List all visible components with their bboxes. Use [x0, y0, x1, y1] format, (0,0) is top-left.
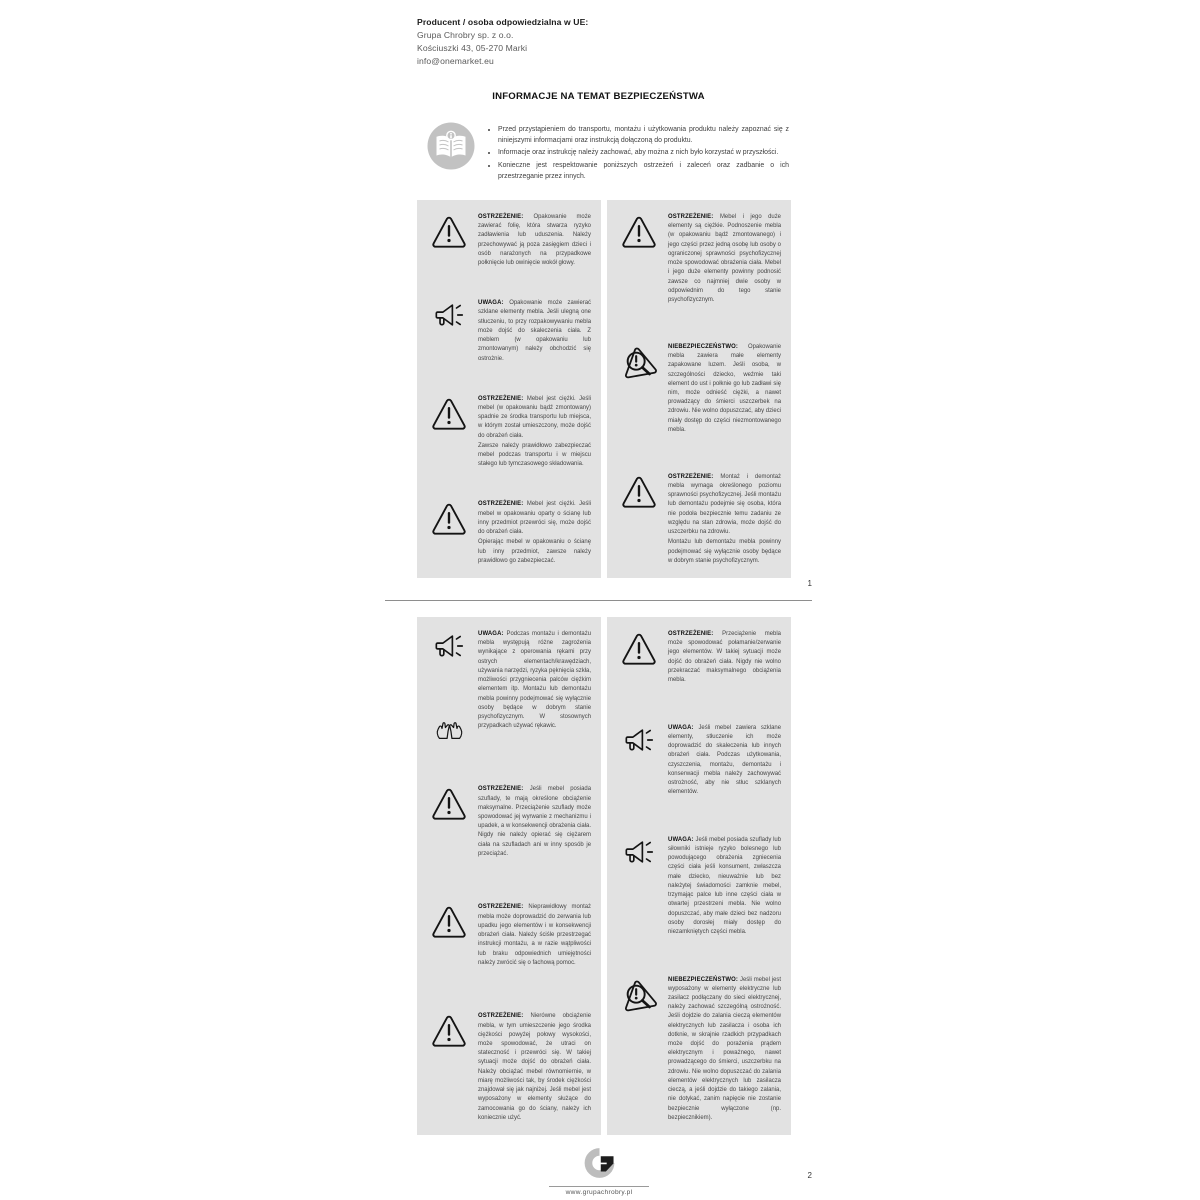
warning-box-page2-left: [417, 617, 601, 1135]
warning-severity-label: OSTRZEŻENIE:: [668, 631, 723, 637]
warning-triangle-icon: [431, 905, 467, 938]
warning-severity-label: OSTRZEŻENIE:: [478, 501, 527, 508]
warning-icon-column: [427, 630, 471, 741]
warning-text: [478, 500, 591, 566]
warning-icon-column: [617, 213, 661, 305]
warning-severity-label: UWAGA:: [478, 300, 510, 307]
warning-text: [478, 903, 591, 968]
megaphone-icon: [623, 726, 656, 754]
intro-bullet: • Przed przystąpieniem do transportu, montażu i użytkowania produktu należy zapoznać się z niniejszymi informacjami oraz instrukcją dołączoną do produktu.: [498, 124, 789, 146]
warning-icon-column: [427, 1012, 471, 1123]
warning-item: [427, 785, 591, 859]
warning-icon-column: [427, 785, 471, 859]
warning-severity-label: OSTRZEŻENIE:: [478, 786, 530, 793]
warning-text: [668, 343, 781, 435]
warning-text: [668, 976, 781, 1124]
warning-triangle-icon: [431, 1014, 467, 1047]
warning-icon-column: [427, 299, 471, 364]
warning-triangle-icon: [431, 215, 467, 248]
warning-triangle-icon: [431, 397, 467, 430]
warning-paragraph: OSTRZEŻENIE: Opakowanie może zawierać folię, która stwarza ryzyko zadławienia lub uduszenia. Należy przechowywać ją poza zasięgiem dzieci i osób narażonych na przypadkowe połknięcie lub owinięcie wokół głowy.: [478, 214, 591, 267]
warning-severity-label: UWAGA:: [668, 836, 696, 843]
warning-text: [478, 213, 591, 268]
warning-icon-column: [617, 473, 661, 566]
danger-magnifier-icon: [620, 978, 658, 1012]
warning-box-page1-left: [417, 200, 601, 578]
warning-icon-column: [617, 630, 661, 685]
warning-paragraph: OSTRZEŻENIE: Montaż i demontaż mebla wymaga określonego poziomu sprawności psychofizycznej. Jeśli montażu lub demontażu podejmie się osoba, która nie podoła bezpiecznie temu zadaniu ze względu na stan zdrowia, może dojść do uszczerbku na zdrowiu.: [668, 473, 781, 536]
warning-paragraph: OSTRZEŻENIE: Mebel jest ciężki. Jeśli mebel (w opakowaniu bądź zmontowany) spadnie ze środka transportu lub miejsca, w którym został umieszczony, może dojść do obrażeń ciała.: [478, 395, 591, 439]
warning-text: [668, 473, 781, 566]
warning-paragraph: UWAGA: Podczas montażu i demontażu mebla występują różne zagrożenia wynikające z operowania rękami przy ostrych elementach/krawędziach, używania narzędzi, ryzyka pęknięcia szkła, możliwości przygniecenia palców ciężkim elementem itp. Montażu lub demontażu mebla powinny podejmować się wyłącznie osoby będące w dobrym stanie psychofizycznym. W stosownych przypadkach używać rękawic.: [478, 631, 591, 730]
warning-text: [478, 630, 591, 741]
warning-paragraph: OSTRZEŻENIE: Nierówne obciążenie mebla, w tym umieszczenie jego środka ciężkości powyżej połowy wysokości, może spowodować, że utraci on stateczność i przewróci się. W takiej sytuacji może dojść do obrażeń ciała. Należy obciążać mebel równomiernie, w miarę możliwości tak, by środek ciężkości znajdował się jak najniżej. Jeśli mebel jest wyposażony w elementy służące do zamocowania go do ściany, należy ich koniecznie użyć.: [478, 1013, 591, 1121]
intro-bullet-list: [484, 124, 789, 183]
warning-paragraph: Opierając mebel w opakowaniu o ścianę lub inny przedmiot, zawsze należy prawidłowo go zabezpieczać.: [478, 539, 591, 564]
producer-info-block: [417, 16, 588, 68]
gloves-icon: [435, 718, 464, 741]
warning-paragraph: NIEBEZPIECZEŃSTWO: Opakowanie mebla zawiera małe elementy zapakowane luzem. Jeśli osoba, w szczególności dziecko, weźmie taki element do ust i połknie go lub zadławi się nim, może odnieść ciężki, a nawet prowadzący do śmierci uszczerbek na zdrowiu. Nie wolno dopuszczać, aby dzieci miały dostęp do części niezmontowanego mebla.: [668, 343, 781, 433]
megaphone-icon: [433, 632, 466, 660]
warning-item: [617, 343, 781, 435]
intro-bullet: • Konieczne jest respektowanie poniższych ostrzeżeń i zaleceń oraz zadbanie o ich przestrzeganie przez innych.: [498, 160, 789, 182]
open-book-info-icon: [427, 122, 475, 170]
megaphone-icon: [623, 838, 656, 866]
warning-text: [668, 836, 781, 937]
warning-item: [617, 976, 781, 1124]
page-number-2: 2: [807, 1171, 812, 1180]
warning-severity-label: NIEBEZPIECZEŃSTWO:: [668, 976, 740, 983]
producer-company: Grupa Chrobry sp. z o.o.: [417, 29, 514, 40]
warning-paragraph: UWAGA: Jeśli mebel posiada szuflady lub siłowniki istnieje ryzyko bolesnego lub powodującego obrażenia zgniecenia części ciała jeśli konsument, zwłaszcza małe dziecko, nieuważnie lub bez należytej świadomości zamknie mebel, trzymając palce lub inne części ciała w otwartej przestrzeni mebla. Nie wolno dopuszczać, aby małe dzieci bez nadzoru osoby dorosłej miały dostęp do niezamkniętych części mebla.: [668, 836, 782, 935]
warning-icon-column: [427, 903, 471, 968]
warning-severity-label: OSTRZEŻENIE:: [668, 473, 721, 480]
warning-icon-column: [617, 976, 661, 1124]
warning-paragraph: OSTRZEŻENIE: Przeciążenie mebla może spowodować połamanie/zerwanie jego elementów. W takiej sytuacji może dojść do obrażeń ciała. Nigdy nie wolno przekraczać maksymalnego obciążenia mebla.: [668, 631, 781, 684]
warning-triangle-icon: [621, 632, 657, 665]
warning-text: [478, 1012, 591, 1123]
warning-icon-column: [617, 836, 661, 937]
warning-paragraph: NIEBEZPIECZEŃSTWO: Jeśli mebel jest wyposażony w elementy elektryczne lub zasilacz podłączany do sieci elektrycznej, należy zachować szczególną ostrożność. Jeśli dojdzie do zalania cieczą elementów elektrycznych lub zasilacza i osoba ich dotknie, w skrajnie rzadkich przypadkach może dojść do porażenia prądem elektrycznym i poważnego, nawet prowadzącego do śmierci, uszczerbku na zdrowiu. Nie wolno dopuszczać do zalania elementów elektrycznych lub zasilacza cieczą, a jeśli dojdzie do takiego zalania, nie dotykać, zanim napięcie nie zostanie bezpiecznie wyłączone (np. bezpiecznikiem).: [668, 976, 781, 1121]
warning-icon-column: [427, 213, 471, 268]
warning-text: [478, 299, 591, 364]
warning-severity-label: OSTRZEŻENIE:: [478, 1013, 531, 1020]
footer-rule: [549, 1186, 649, 1187]
page-title: INFORMACJE NA TEMAT BEZPIECZEŃSTWA: [492, 91, 705, 102]
warning-triangle-icon: [621, 475, 657, 508]
warning-item: [617, 213, 781, 305]
warning-item: [427, 903, 591, 968]
warning-item: [617, 836, 781, 937]
warning-triangle-icon: [431, 787, 467, 820]
warning-item: [427, 395, 591, 470]
warning-severity-label: OSTRZEŻENIE:: [478, 904, 529, 911]
warning-paragraph: UWAGA: Jeśli mebel zawiera szklane elementy, stłuczenie ich może doprowadzić do skaleczenia lub innych obrażeń ciała. Podczas użytkowania, czyszczenia, montażu, demontażu i konserwacji mebla należy zachowywać ostrożność, aby nie stłuc szklanych elementów.: [668, 724, 782, 796]
warning-text: [478, 395, 591, 470]
footer: [543, 1146, 655, 1196]
warning-paragraph: Montażu lub demontażu mebla powinny podejmować się wyłącznie osoby będące w dobrym stanie psychofizycznym.: [668, 539, 781, 564]
warning-severity-label: NIEBEZPIECZEŃSTWO:: [668, 343, 748, 350]
warning-item: [427, 630, 591, 741]
warning-text: [668, 213, 781, 305]
warning-severity-label: UWAGA:: [478, 631, 507, 637]
intro-section: [427, 122, 789, 183]
page-number-1: 1: [807, 579, 812, 588]
footer-url: www.grupachrobry.pl: [565, 1189, 633, 1196]
warning-icon-column: [427, 500, 471, 566]
warning-severity-label: OSTRZEŻENIE:: [478, 395, 527, 402]
warning-paragraph: Zawsze należy prawidłowo zabezpieczać mebel podczas transportu i w miejscu stałego lub tymczasowego składowania.: [478, 442, 591, 468]
warning-item: [427, 299, 591, 364]
warning-paragraph: OSTRZEŻENIE: Mebel i jego duże elementy są ciężkie. Podnoszenie mebla (w opakowaniu bądź zmontowanego) i jego części przez jedną osobę lub osoby o ograniczonej sprawności psychofizycznej może spowodować obrażenia ciała. Mebel i jego duże elementy powinny podnosić zawsze co najmniej dwie osoby w odpowiednim do tego stanie psychofizycznym.: [668, 214, 781, 303]
warning-item: [617, 630, 781, 685]
warning-item: [617, 473, 781, 566]
warning-box-page2-right: [607, 617, 791, 1135]
warning-text: [478, 785, 591, 859]
producer-email: info@onemarket.eu: [417, 55, 494, 66]
warning-icon-column: [617, 343, 661, 435]
danger-magnifier-icon: [620, 345, 658, 379]
warning-icon-column: [617, 724, 661, 798]
warning-paragraph: OSTRZEŻENIE: Nieprawidłowy montaż mebla może doprowadzić do zerwania lub upadku jego elementów i w konsekwencji obrażeń ciała. Należy ściśle przestrzegać instrukcji montażu, a w razie wątpliwości lub braku odpowiednich umiejętności należy zwrócić się o fachową pomoc.: [478, 904, 591, 966]
warning-triangle-icon: [431, 502, 467, 535]
page-divider-line: [385, 600, 812, 601]
warning-item: [617, 724, 781, 798]
warning-paragraph: OSTRZEŻENIE: Jeśli mebel posiada szuflady, te mają określone obciążenie maksymalne. Przeciążenie szuflady może spowodować jej wyrwanie z mechanizmu i upadek, a w konsekwencji obrażenia ciała. Nigdy nie należy opierać się ciężarem ciała na szufladach ani w inny sposób je przeciążać.: [478, 786, 591, 857]
warning-paragraph: UWAGA: Opakowanie może zawierać szklane elementy mebla. Jeśli ulegną one stłuczeniu, to przy rozpakowywaniu mebla może dojść do skaleczenia ciała. Z meblem (w opakowaniu lub zmontowanym) należy obchodzić się ostrożnie.: [478, 300, 591, 362]
warning-item: [427, 213, 591, 268]
megaphone-icon: [433, 301, 466, 329]
warning-severity-label: UWAGA:: [668, 724, 699, 731]
warning-item: [427, 1012, 591, 1123]
warning-item: [427, 500, 591, 566]
producer-address: Kościuszki 43, 05-270 Marki: [417, 42, 528, 53]
warning-box-page1-right: [607, 200, 791, 578]
warning-text: [668, 724, 781, 798]
grupa-chrobry-logo-icon: [581, 1146, 618, 1180]
producer-label: Producent / osoba odpowiedzialna w UE:: [417, 17, 589, 27]
warning-icon-column: [427, 395, 471, 470]
warning-severity-label: OSTRZEŻENIE:: [668, 214, 720, 220]
warning-triangle-icon: [621, 215, 657, 248]
intro-bullet: • Informacje oraz instrukcję należy zachować, aby można z nich było korzystać w przyszłości.: [498, 147, 789, 158]
warning-severity-label: OSTRZEŻENIE:: [478, 214, 534, 220]
warning-paragraph: OSTRZEŻENIE: Mebel jest ciężki. Jeśli mebel w opakowaniu oparty o ścianę lub inny przedmiot przewróci się, może dojść do obrażeń ciała.: [478, 501, 591, 536]
warning-text: [668, 630, 781, 685]
